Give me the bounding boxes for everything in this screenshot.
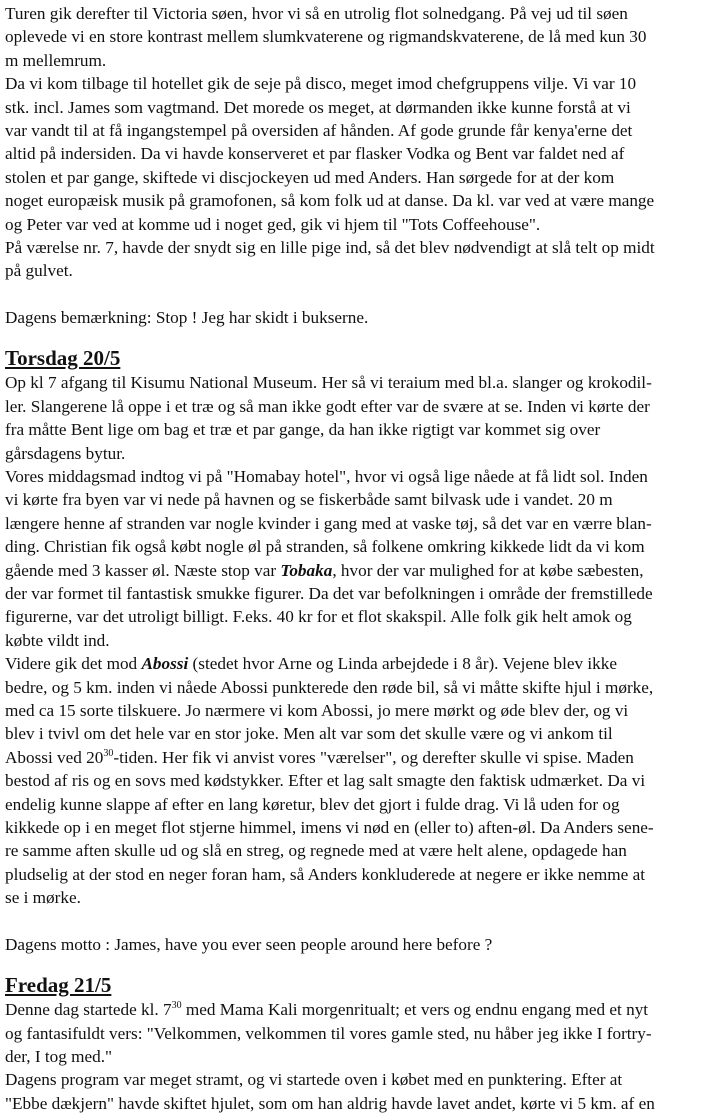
text-line: Op kl 7 afgang til Kisumu National Museum. Her så vi teraium med bl.a. slanger og krokodil- — [5, 373, 652, 393]
text-line: der, I tog med." — [5, 1047, 113, 1067]
text-line: Turen gik derefter til Victoria søen, hvor vi så en utrolig flot solnedgang. På vej ud til søen — [5, 4, 628, 23]
place-name-abossi: Abossi — [141, 654, 189, 674]
text-line: stolen et par gange, skiftede vi discjockeyen ud med Anders. Han sørgede for at der kom — [5, 167, 615, 187]
text-line: kikkede op i en meget flot stjerne himmel, imens vi nød en (eller to) aften-øl. Da Anders sene- — [5, 817, 654, 837]
text-line: På værelse nr. 7, havde der snydt sig en lille pige ind, så det blev nødvendigt at slå telt op midt — [5, 237, 655, 257]
daily-remark: Dagens bemærkning: Stop ! Jeg har skidt i bukserne. — [5, 308, 369, 328]
text-line: altid på indersiden. Da vi havde konserveret et par flasker Vodka og Bent var faldet ned af — [5, 144, 625, 164]
blank-line — [5, 283, 711, 306]
daily-motto: Dagens motto : James, have you ever seen people around here before ? — [5, 934, 493, 954]
text-line: ding. Christian fik også købt nogle øl på stranden, så folkene omkring kikkede lidt da vi kom — [5, 537, 645, 557]
text-line: og Peter var ved at komme ud i noget ged, gik vi hjem til "Tots Coffeehouse". — [5, 214, 541, 234]
paragraph-disco — [5, 72, 711, 236]
text-line: m mellemrum. — [5, 50, 107, 70]
paragraph-abossi — [5, 652, 711, 909]
paragraph-museum — [5, 371, 711, 465]
text-line: re samme aften skulle ud og slå en streg, og regnede med at være helt alene, opdagede han — [5, 841, 627, 861]
text-line — [5, 998, 711, 1021]
text-line — [5, 559, 711, 582]
time-superscript: 30 — [103, 747, 114, 759]
text-line: Dagens program var meget stramt, og vi startede oven i købet med en punktering. Efter at — [5, 1070, 623, 1090]
text-line: endelig kunne slappe af efter en lang køretur, blev det gjort i fulde drag. Vi lå uden for og — [5, 794, 620, 814]
text-line: købte vildt ind. — [5, 630, 110, 650]
text-line: ler. Slangerene lå oppe i et træ og så man ikke godt efter var de svære at se. Inden vi kørte der — [5, 396, 650, 416]
text-line: blev i tvivl om det hele var en stor joke. Men alt var som det skulle være og vi ankom til — [5, 724, 613, 744]
text-line: figurerne, var det utroligt billigt. F.eks. 40 kr for et flot skakspil. Alle folk gik helt amok og — [5, 607, 632, 627]
text-line: bestod af ris og en sovs med kødstykker. Efter et lag salt smagte den faktisk udmærket. Da vi — [5, 771, 646, 791]
text-line: bedre, og 5 km. inden vi nåede Abossi punkterede den røde bil, så vi måtte skifte hjul i mørke, — [5, 677, 654, 697]
text-line: fra måtte Bent lige om bag et træ et par gange, da han ikke rigtigt var kommet sig over — [5, 420, 601, 440]
text-run: gående med 3 kasser øl. Næste stop var — [5, 560, 281, 580]
text-line: og fantasifuldt vers: "Velkommen, velkommen til vores gamle sted, nu håber jeg ikke I fortry- — [5, 1023, 652, 1043]
text-run: Videre gik det mod — [5, 654, 142, 674]
text-line: gårsdagens bytur. — [5, 443, 126, 463]
text-run: Denne dag startede kl. 7 — [5, 1000, 172, 1020]
text-run: Abossi ved 20 — [5, 747, 104, 767]
text-line: Vores middagsmad indtog vi på "Homabay hotel", hvor vi også lige nåede at få lidt sol. Inden — [5, 467, 648, 487]
paragraph-vaerelse — [5, 236, 711, 283]
place-name-tobaka: Tobaka — [280, 560, 333, 580]
time-superscript: 30 — [171, 1000, 182, 1012]
text-line: "Ebbe dækjern" havde skiftet hjulet, som om han aldrig havde lavet andet, kørte vi 5 km. af en — [5, 1093, 655, 1113]
text-line: oplevede vi en store kontrast mellem slumkvaterene og rigmandskvaterene, de lå med kun 30 — [5, 27, 647, 47]
blank-line — [5, 909, 711, 932]
text-line — [5, 746, 711, 769]
document-page — [5, 2, 711, 1115]
text-run: med Mama Kali morgenritualt; et vers og endnu engang med et nyt — [181, 1000, 649, 1020]
heading-fredag: Fredag 21/5 — [5, 973, 112, 998]
text-line — [5, 652, 711, 675]
text-run: (stedet hvor Arne og Linda arbejdede i 8 år). Vejene blev ikke — [188, 654, 617, 674]
text-run: -tiden. Her fik vi anvist vores "værelser", og derefter skulle vi spise. Maden — [113, 747, 634, 767]
text-run: , hvor der var mulighed for at købe sæbesten, — [332, 560, 644, 580]
text-line: længere henne af stranden var nogle kvinder i gang med at vaske tøj, så det var en værre blan- — [5, 513, 652, 533]
paragraph-morgenritual — [5, 998, 711, 1068]
paragraph-victoria — [5, 2, 711, 72]
text-line: med ca 15 sorte tilskuere. Jo nærmere vi kom Abossi, jo mere mørkt og øde blev der, og vi — [5, 700, 629, 720]
text-line: noget europæisk musik på gramofonen, så kom folk ud at danse. Da kl. var ved at være mange — [5, 191, 655, 211]
text-line: vi kørte fra byen var vi nede på havnen og se fiskerbåde samt bilvask ude i vandet. 20 m — [5, 490, 613, 510]
heading-torsdag: Torsdag 20/5 — [5, 346, 121, 371]
text-line: på gulvet. — [5, 261, 73, 281]
text-line: pludselig at der stod en neger foran ham, så Anders konkluderede at negere er ikke nemme at — [5, 864, 645, 884]
text-line: se i mørke. — [5, 888, 81, 908]
text-line: der var formet til fantastisk smukke figurer. Da det var befolkningen i område der fremstillede — [5, 583, 653, 603]
paragraph-homabay — [5, 465, 711, 652]
text-line: Da vi kom tilbage til hotellet gik de seje på disco, meget imod chefgruppens vilje. Vi var 10 — [5, 74, 637, 94]
text-line: var vandt til at få ingangstempel på oversiden af hånden. Af gode grunde får kenya'erne det — [5, 120, 633, 140]
text-line: stk. incl. James som vagtmand. Det morede os meget, at dørmanden ikke kunne forstå at vi — [5, 97, 631, 117]
